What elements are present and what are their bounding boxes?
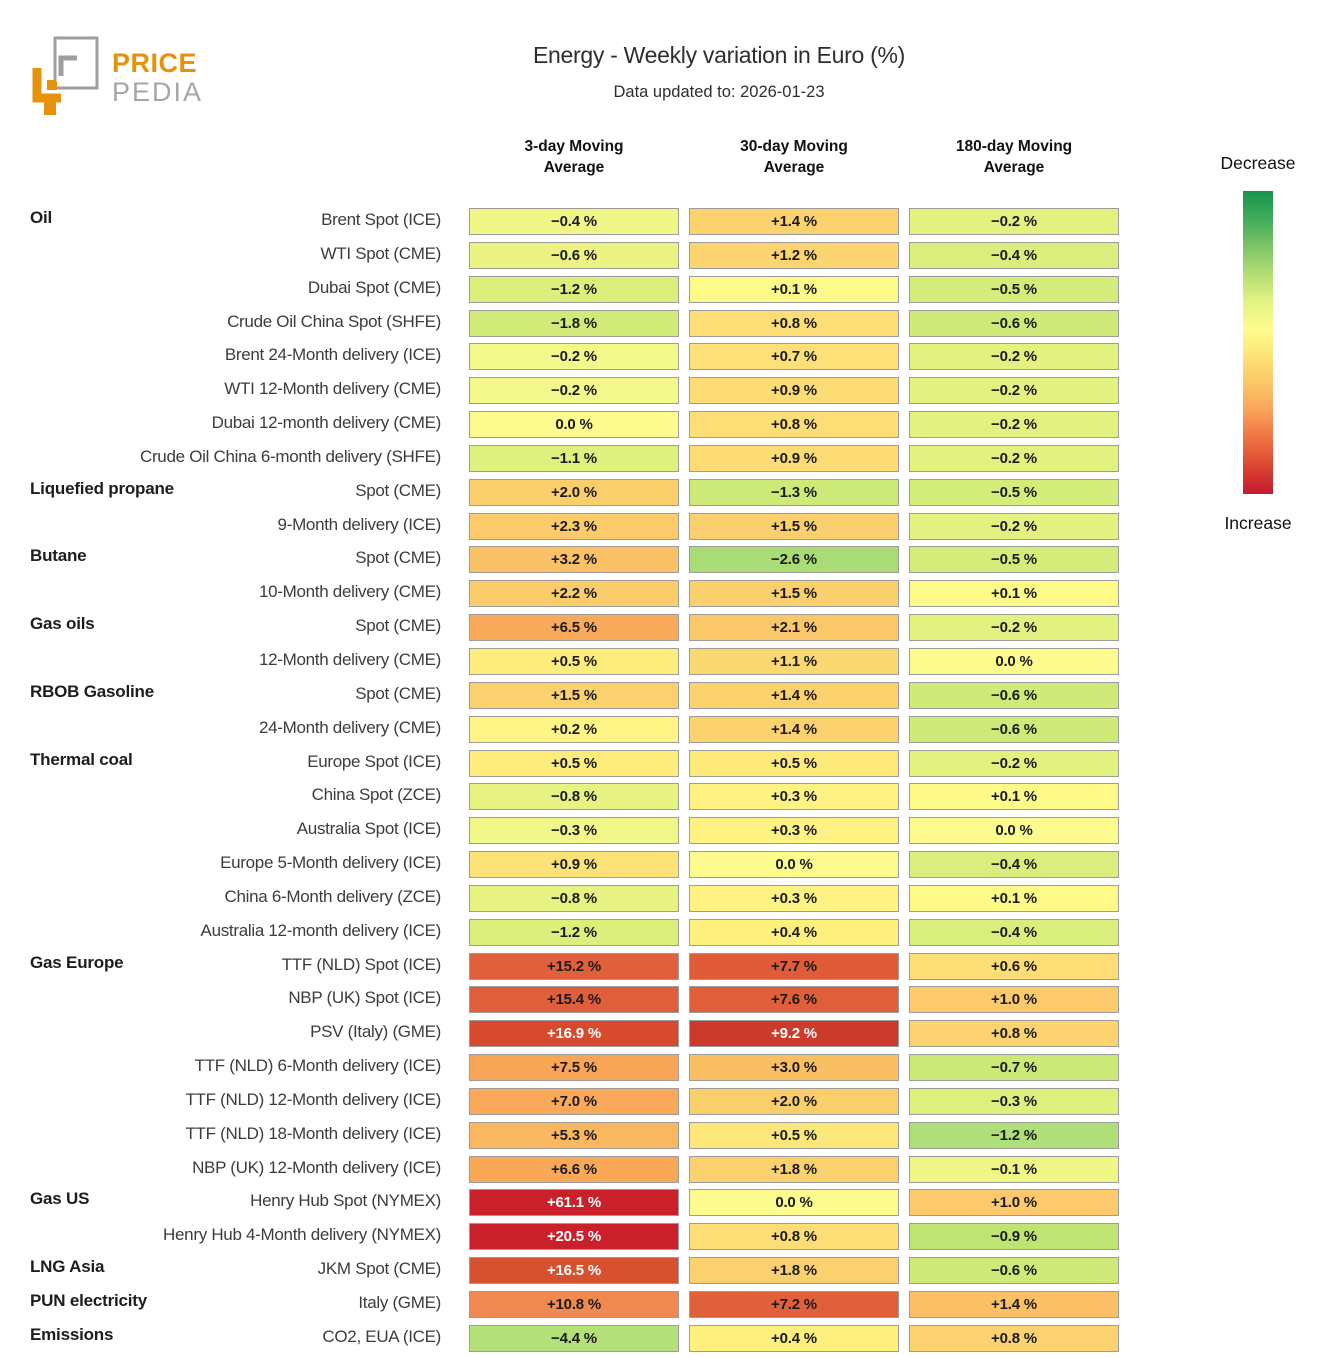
value-cell-180day: 0.0 % bbox=[909, 817, 1119, 844]
pricepedia-logo bbox=[30, 34, 203, 118]
value-cell-30day: −1.3 % bbox=[689, 479, 899, 506]
value-cell-30day: +0.9 % bbox=[689, 445, 899, 472]
value-cell-180day: −0.5 % bbox=[909, 276, 1119, 303]
legend-decrease-label: Decrease bbox=[1220, 153, 1296, 173]
value-cell-180day: −0.6 % bbox=[909, 1257, 1119, 1284]
value-cell-30day: +1.4 % bbox=[689, 716, 899, 743]
value-cell-180day: −0.4 % bbox=[909, 919, 1119, 946]
row-label: PSV (Italy) (GME) bbox=[310, 1022, 441, 1042]
value-cell-3day: +2.0 % bbox=[469, 479, 679, 506]
row-label: NBP (UK) 12-Month delivery (ICE) bbox=[192, 1157, 441, 1177]
value-cell-180day: −0.6 % bbox=[909, 682, 1119, 709]
value-cell-180day: 0.0 % bbox=[909, 648, 1119, 675]
row-label: 10-Month delivery (CME) bbox=[258, 582, 441, 602]
value-cell-180day: +0.8 % bbox=[909, 1020, 1119, 1047]
value-cell-180day: −0.2 % bbox=[909, 513, 1119, 540]
row-label: Spot (CME) bbox=[355, 480, 441, 500]
row-label: TTF (NLD) 6-Month delivery (ICE) bbox=[194, 1056, 441, 1076]
table-row bbox=[0, 1220, 1320, 1254]
value-cell-30day: +2.0 % bbox=[689, 1088, 899, 1115]
value-cell-180day: −0.5 % bbox=[909, 479, 1119, 506]
category-label: Gas US bbox=[30, 1189, 90, 1209]
value-cell-180day: +0.1 % bbox=[909, 885, 1119, 912]
logo-pedia-text: PEDIA bbox=[112, 77, 204, 107]
table-row bbox=[0, 543, 1320, 577]
value-cell-3day: −1.1 % bbox=[469, 445, 679, 472]
row-label: Australia 12-month delivery (ICE) bbox=[200, 920, 441, 940]
value-cell-180day: −0.5 % bbox=[909, 546, 1119, 573]
value-cell-180day: −0.2 % bbox=[909, 411, 1119, 438]
value-cell-3day: +0.5 % bbox=[469, 750, 679, 777]
category-label: Gas oils bbox=[30, 614, 95, 634]
value-cell-180day: −0.2 % bbox=[909, 208, 1119, 235]
row-label: CO2, EUA (ICE) bbox=[322, 1326, 441, 1346]
row-label: Europe Spot (ICE) bbox=[307, 751, 441, 771]
value-cell-3day: −1.8 % bbox=[469, 310, 679, 337]
table-row bbox=[0, 950, 1320, 984]
value-cell-180day: −0.2 % bbox=[909, 377, 1119, 404]
value-cell-3day: +7.0 % bbox=[469, 1088, 679, 1115]
value-cell-30day: +0.3 % bbox=[689, 783, 899, 810]
value-cell-3day: +15.2 % bbox=[469, 953, 679, 980]
table-row bbox=[0, 882, 1320, 916]
value-cell-30day: +0.8 % bbox=[689, 1223, 899, 1250]
table-row bbox=[0, 1153, 1320, 1187]
logo-price-text: PRICE bbox=[112, 48, 198, 78]
table-row bbox=[0, 1085, 1320, 1119]
value-cell-30day: −2.6 % bbox=[689, 546, 899, 573]
table-row bbox=[0, 273, 1320, 307]
category-label: LNG Asia bbox=[30, 1257, 105, 1277]
value-cell-30day: +1.8 % bbox=[689, 1156, 899, 1183]
category-label: PUN electricity bbox=[30, 1291, 147, 1310]
table-row bbox=[0, 239, 1320, 273]
value-cell-30day: +1.8 % bbox=[689, 1257, 899, 1284]
value-cell-3day: +16.5 % bbox=[469, 1257, 679, 1284]
value-cell-30day: +0.8 % bbox=[689, 310, 899, 337]
row-label: Spot (CME) bbox=[355, 548, 441, 568]
table-row bbox=[0, 916, 1320, 950]
value-cell-3day: −0.2 % bbox=[469, 377, 679, 404]
value-cell-30day: +1.5 % bbox=[689, 513, 899, 540]
row-label: Crude Oil China Spot (SHFE) bbox=[227, 311, 441, 331]
row-label: Brent Spot (ICE) bbox=[321, 210, 441, 229]
table-row bbox=[0, 1186, 1320, 1220]
column-header-180day: 180-day Moving Average bbox=[955, 138, 1073, 176]
table-row bbox=[0, 510, 1320, 544]
category-label: Oil bbox=[30, 208, 53, 227]
value-cell-180day: +1.0 % bbox=[909, 1189, 1119, 1216]
value-cell-3day: +7.5 % bbox=[469, 1054, 679, 1081]
value-cell-180day: −0.4 % bbox=[909, 242, 1119, 269]
value-cell-180day: −0.4 % bbox=[909, 851, 1119, 878]
value-cell-3day: −1.2 % bbox=[469, 276, 679, 303]
value-cell-3day: −0.2 % bbox=[469, 343, 679, 370]
table-row bbox=[0, 340, 1320, 374]
value-cell-180day: −0.7 % bbox=[909, 1054, 1119, 1081]
row-label: NBP (UK) Spot (ICE) bbox=[288, 988, 441, 1008]
table-row bbox=[0, 205, 1320, 239]
category-label: Emissions bbox=[30, 1324, 114, 1344]
row-label: TTF (NLD) 18-Month delivery (ICE) bbox=[185, 1123, 441, 1143]
table-row bbox=[0, 1322, 1320, 1356]
table-row bbox=[0, 848, 1320, 882]
row-label: Spot (CME) bbox=[355, 683, 441, 703]
value-cell-3day: +1.5 % bbox=[469, 682, 679, 709]
row-label: Spot (CME) bbox=[355, 616, 441, 636]
value-cell-30day: +7.7 % bbox=[689, 953, 899, 980]
pricepedia-logo-text bbox=[112, 50, 203, 106]
value-cell-180day: +1.0 % bbox=[909, 986, 1119, 1013]
value-cell-180day: +0.6 % bbox=[909, 953, 1119, 980]
value-cell-3day: −4.4 % bbox=[469, 1325, 679, 1352]
value-cell-30day: +1.4 % bbox=[689, 682, 899, 709]
value-cell-3day: +16.9 % bbox=[469, 1020, 679, 1047]
category-label: Liquefied propane bbox=[30, 478, 174, 498]
value-cell-3day: +20.5 % bbox=[469, 1223, 679, 1250]
legend-colorbar bbox=[1243, 191, 1273, 494]
value-cell-30day: +0.3 % bbox=[689, 817, 899, 844]
value-cell-180day: −0.2 % bbox=[909, 343, 1119, 370]
row-label: Italy (GME) bbox=[358, 1293, 441, 1312]
value-cell-3day: −0.8 % bbox=[469, 885, 679, 912]
row-label: Crude Oil China 6-month delivery (SHFE) bbox=[139, 446, 441, 466]
value-cell-180day: +1.4 % bbox=[909, 1291, 1119, 1318]
value-cell-3day: +2.2 % bbox=[469, 580, 679, 607]
value-cell-180day: −0.6 % bbox=[909, 310, 1119, 337]
category-label: Thermal coal bbox=[30, 749, 133, 769]
table-row bbox=[0, 645, 1320, 679]
value-cell-3day: 0.0 % bbox=[469, 411, 679, 438]
page-subtitle: Data updated to: 2026-01-23 bbox=[613, 83, 825, 101]
table-row bbox=[0, 1288, 1320, 1322]
table-row bbox=[0, 611, 1320, 645]
table-row bbox=[0, 713, 1320, 747]
value-cell-3day: +6.5 % bbox=[469, 614, 679, 641]
value-cell-30day: +0.4 % bbox=[689, 1325, 899, 1352]
value-cell-30day: +0.5 % bbox=[689, 750, 899, 777]
value-cell-3day: +3.2 % bbox=[469, 546, 679, 573]
row-label: WTI 12-Month delivery (CME) bbox=[224, 379, 441, 399]
value-cell-30day: +0.5 % bbox=[689, 1122, 899, 1149]
value-cell-30day: +0.9 % bbox=[689, 377, 899, 404]
row-label: China 6-Month delivery (ZCE) bbox=[224, 886, 441, 906]
table-row bbox=[0, 577, 1320, 611]
row-label: WTI Spot (CME) bbox=[320, 243, 441, 263]
value-cell-3day: +2.3 % bbox=[469, 513, 679, 540]
table-row bbox=[0, 814, 1320, 848]
column-header-30day: 30-day Moving Average bbox=[740, 138, 848, 176]
value-cell-3day: −0.8 % bbox=[469, 783, 679, 810]
legend-increase-label: Increase bbox=[1224, 513, 1292, 533]
value-cell-180day: −1.2 % bbox=[909, 1122, 1119, 1149]
value-cell-30day: +0.3 % bbox=[689, 885, 899, 912]
value-cell-3day: +10.8 % bbox=[469, 1291, 679, 1318]
table-row bbox=[0, 1254, 1320, 1288]
heatmap-table bbox=[0, 205, 1320, 1356]
value-cell-30day: +0.1 % bbox=[689, 276, 899, 303]
row-label: JKM Spot (CME) bbox=[317, 1259, 441, 1279]
value-cell-180day: −0.6 % bbox=[909, 716, 1119, 743]
table-row bbox=[0, 983, 1320, 1017]
value-cell-30day: +1.4 % bbox=[689, 208, 899, 235]
value-cell-180day: +0.8 % bbox=[909, 1325, 1119, 1352]
value-cell-3day: +61.1 % bbox=[469, 1189, 679, 1216]
value-cell-3day: +5.3 % bbox=[469, 1122, 679, 1149]
row-label: TTF (NLD) Spot (ICE) bbox=[281, 954, 441, 974]
table-row bbox=[0, 307, 1320, 341]
value-cell-30day: +3.0 % bbox=[689, 1054, 899, 1081]
value-cell-180day: −0.9 % bbox=[909, 1223, 1119, 1250]
value-cell-3day: +0.5 % bbox=[469, 648, 679, 675]
row-label: Brent 24-Month delivery (ICE) bbox=[224, 345, 441, 365]
table-row bbox=[0, 408, 1320, 442]
row-label: Dubai 12-month delivery (CME) bbox=[211, 413, 441, 433]
column-header-3day: 3-day Moving Average bbox=[524, 138, 624, 176]
value-cell-30day: 0.0 % bbox=[689, 1189, 899, 1216]
value-cell-180day: +0.1 % bbox=[909, 580, 1119, 607]
value-cell-180day: +0.1 % bbox=[909, 783, 1119, 810]
value-cell-180day: −0.2 % bbox=[909, 614, 1119, 641]
row-label: Henry Hub Spot (NYMEX) bbox=[250, 1191, 441, 1211]
value-cell-3day: +0.9 % bbox=[469, 851, 679, 878]
value-cell-3day: −0.4 % bbox=[469, 208, 679, 235]
value-cell-180day: −0.1 % bbox=[909, 1156, 1119, 1183]
row-label: Australia Spot (ICE) bbox=[296, 819, 441, 839]
value-cell-30day: +9.2 % bbox=[689, 1020, 899, 1047]
row-label: Dubai Spot (CME) bbox=[307, 277, 441, 297]
value-cell-30day: +7.2 % bbox=[689, 1291, 899, 1318]
category-label: Butane bbox=[30, 546, 87, 566]
row-label: TTF (NLD) 12-Month delivery (ICE) bbox=[185, 1089, 441, 1109]
category-label: RBOB Gasoline bbox=[30, 681, 154, 701]
value-cell-30day: +0.4 % bbox=[689, 919, 899, 946]
table-row bbox=[0, 780, 1320, 814]
value-cell-30day: +1.2 % bbox=[689, 242, 899, 269]
table-row bbox=[0, 476, 1320, 510]
table-row bbox=[0, 442, 1320, 476]
value-cell-30day: +2.1 % bbox=[689, 614, 899, 641]
value-cell-30day: +7.6 % bbox=[689, 986, 899, 1013]
value-cell-30day: +0.7 % bbox=[689, 343, 899, 370]
row-label: 12-Month delivery (CME) bbox=[258, 649, 441, 669]
value-cell-180day: −0.2 % bbox=[909, 445, 1119, 472]
row-label: Europe 5-Month delivery (ICE) bbox=[220, 853, 441, 873]
value-cell-180day: −0.2 % bbox=[909, 750, 1119, 777]
row-label: 24-Month delivery (CME) bbox=[258, 717, 441, 737]
value-cell-3day: −0.6 % bbox=[469, 242, 679, 269]
page-title: Energy - Weekly variation in Euro (%) bbox=[533, 42, 905, 68]
table-row bbox=[0, 374, 1320, 408]
row-label: 9-Month delivery (ICE) bbox=[277, 514, 441, 534]
value-cell-30day: +0.8 % bbox=[689, 411, 899, 438]
row-label: Henry Hub 4-Month delivery (NYMEX) bbox=[163, 1225, 441, 1245]
category-label: Gas Europe bbox=[30, 952, 124, 972]
value-cell-30day: 0.0 % bbox=[689, 851, 899, 878]
table-row bbox=[0, 1017, 1320, 1051]
value-cell-3day: +0.2 % bbox=[469, 716, 679, 743]
header bbox=[399, 42, 1039, 102]
value-cell-3day: +15.4 % bbox=[469, 986, 679, 1013]
table-row bbox=[0, 747, 1320, 781]
table-row bbox=[0, 679, 1320, 713]
value-cell-30day: +1.5 % bbox=[689, 580, 899, 607]
table-row bbox=[0, 1051, 1320, 1085]
value-cell-3day: −1.2 % bbox=[469, 919, 679, 946]
pricepedia-logo-icon bbox=[30, 34, 104, 118]
value-cell-3day: −0.3 % bbox=[469, 817, 679, 844]
value-cell-3day: +6.6 % bbox=[469, 1156, 679, 1183]
value-cell-30day: +1.1 % bbox=[689, 648, 899, 675]
table-row bbox=[0, 1119, 1320, 1153]
value-cell-180day: −0.3 % bbox=[909, 1088, 1119, 1115]
row-label: China Spot (ZCE) bbox=[311, 785, 441, 805]
